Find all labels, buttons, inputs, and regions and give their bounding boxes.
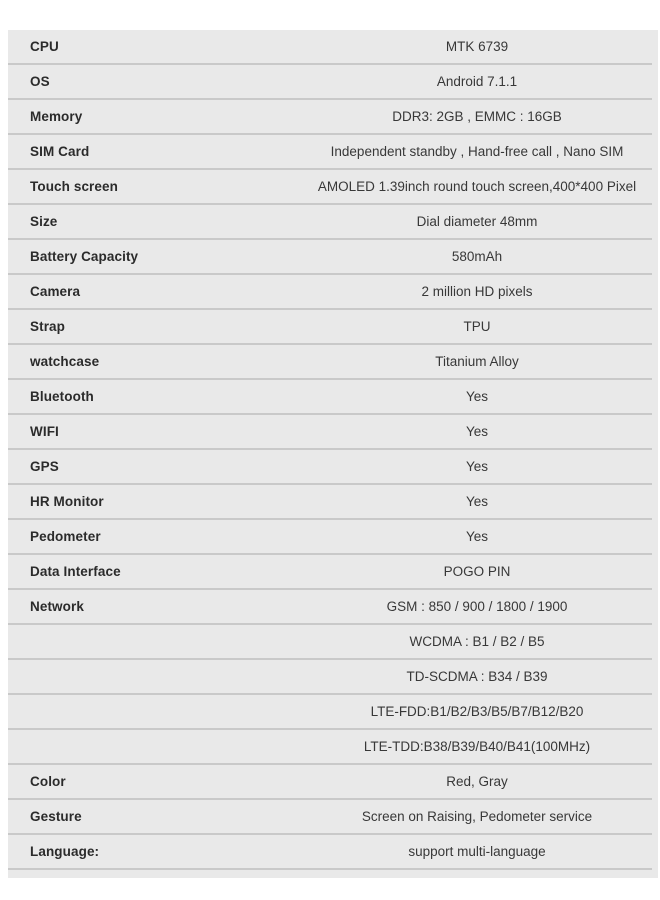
spec-row-language <box>8 835 652 870</box>
spec-value: GSM : 850 / 900 / 1800 / 1900 <box>386 599 568 614</box>
table-bottom-sliver <box>8 870 652 878</box>
spec-label: Pedometer <box>30 529 101 544</box>
spec-label: SIM Card <box>30 144 90 159</box>
spec-value: Red, Gray <box>446 774 508 789</box>
spec-label: CPU <box>30 39 59 54</box>
spec-value: DDR3: 2GB , EMMC : 16GB <box>392 109 562 124</box>
spec-value: Yes <box>465 389 489 404</box>
spec-row-camera <box>8 275 652 310</box>
spec-value: 580mAh <box>451 249 503 264</box>
spec-row-data-interface <box>8 555 652 590</box>
spec-label: HR Monitor <box>30 494 104 509</box>
spec-row-network-lte-fdd <box>8 695 652 730</box>
spec-value: Android 7.1.1 <box>436 74 518 89</box>
spec-label: Strap <box>30 319 66 334</box>
spec-row-gesture <box>8 800 652 835</box>
spec-value: POGO PIN <box>443 564 511 579</box>
spec-label: Language: <box>30 844 100 859</box>
spec-row-wifi <box>8 415 652 450</box>
spec-label: Camera <box>30 284 81 299</box>
spec-row-touch-screen <box>8 170 652 205</box>
spec-row-network-td-scdma <box>8 660 652 695</box>
spec-table <box>8 30 658 878</box>
spec-value: Screen on Raising, Pedometer service <box>361 809 593 824</box>
spec-value: LTE-FDD:B1/B2/B3/B5/B7/B12/B20 <box>370 704 584 719</box>
spec-label: Touch screen <box>30 179 118 194</box>
spec-label: Color <box>30 774 66 789</box>
spec-row-bluetooth <box>8 380 652 415</box>
spec-value: Yes <box>465 529 489 544</box>
spec-row-network-gsm <box>8 590 652 625</box>
spec-label: Size <box>30 214 58 229</box>
spec-row-gps <box>8 450 652 485</box>
spec-value: Independent standby , Hand-free call , Nano SIM <box>330 144 624 159</box>
spec-value: TD-SCDMA : B34 / B39 <box>406 669 548 684</box>
spec-value: Titanium Alloy <box>435 354 519 369</box>
spec-value: Yes <box>465 424 489 439</box>
spec-label: GPS <box>30 459 59 474</box>
spec-value: support multi-language <box>408 844 546 859</box>
spec-row-cpu <box>8 30 652 65</box>
spec-label: Gesture <box>30 809 82 824</box>
spec-label: OS <box>30 74 50 89</box>
spec-value: MTK 6739 <box>445 39 509 54</box>
spec-row-pedometer <box>8 520 652 555</box>
spec-label: watchcase <box>30 354 100 369</box>
spec-value: WCDMA : B1 / B2 / B5 <box>409 634 545 649</box>
spec-row-color <box>8 765 652 800</box>
spec-value: AMOLED 1.39inch round touch screen,400*400 Pixel <box>317 179 637 194</box>
spec-value: 2 million HD pixels <box>421 284 533 299</box>
spec-row-network-lte-tdd <box>8 730 652 765</box>
spec-value: Yes <box>465 459 489 474</box>
spec-row-watchcase <box>8 345 652 380</box>
spec-label: Network <box>30 599 84 614</box>
spec-value: TPU <box>463 319 491 334</box>
spec-label: Battery Capacity <box>30 249 139 264</box>
spec-row-hr-monitor <box>8 485 652 520</box>
spec-row-memory <box>8 100 652 135</box>
spec-row-strap <box>8 310 652 345</box>
spec-value: LTE-TDD:B38/B39/B40/B41(100MHz) <box>363 739 591 754</box>
spec-row-os <box>8 65 652 100</box>
spec-label: Data Interface <box>30 564 121 579</box>
spec-row-size <box>8 205 652 240</box>
spec-row-network-wcdma <box>8 625 652 660</box>
spec-value: Dial diameter 48mm <box>416 214 538 229</box>
spec-label: Bluetooth <box>30 389 94 404</box>
spec-row-battery-capacity <box>8 240 652 275</box>
spec-label: WIFI <box>30 424 59 439</box>
spec-value: Yes <box>465 494 489 509</box>
spec-row-sim-card <box>8 135 652 170</box>
spec-label: Memory <box>30 109 83 124</box>
